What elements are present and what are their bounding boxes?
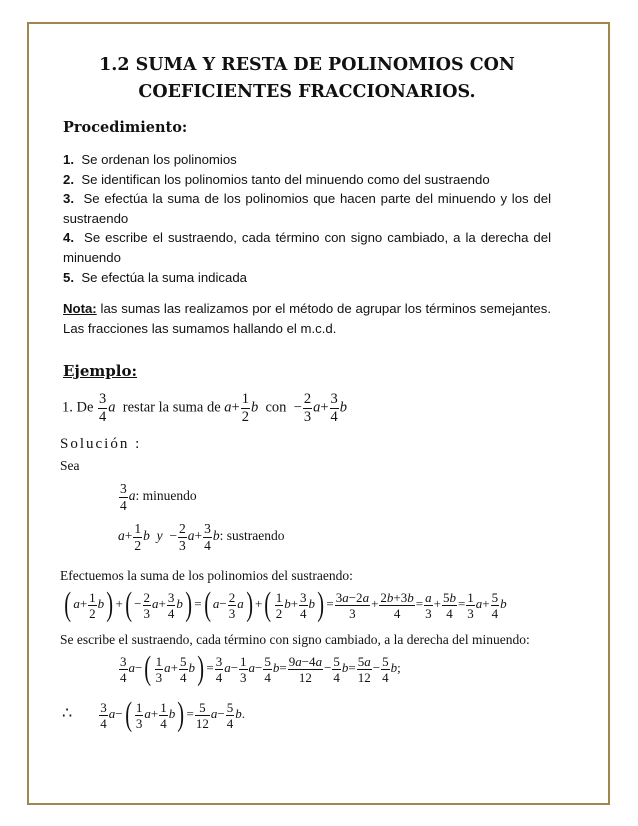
note-label: Nota:: [63, 301, 97, 317]
procedure-steps: [63, 150, 551, 287]
solution-label: Solución :: [60, 436, 142, 452]
title-line-1: 1.2 SUMA Y RESTA DE POLINOMIOS CON: [99, 55, 515, 75]
subtraction-equation: $\frac{3}{4}$ a−( $\frac{1}{3}$ a+ $\frac{5}{4}$ b) = $\frac{3}{4}$ a− $\frac{1}{3}$ a− $\frac{5}{4}$ b= $\frac{9a-4a}{12}$ − $\frac{5}{4}$ b= $\frac{5a}{12}$ − $\frac{5}{4}$ b;: [120, 650, 401, 687]
minuendo-label: : minuendo: [135, 488, 197, 504]
result-equation: ∴ $\frac{3}{4}$ a−( $\frac{1}{3}$ a+ $\frac{1}{4}$ b) = $\frac{5}{12}$ a− $\frac{5}{4}$ b.: [62, 696, 245, 733]
step-number: 2.: [63, 171, 74, 187]
step-item: [63, 228, 551, 267]
sustraendo-label: : sustraendo: [219, 528, 285, 544]
note-paragraph: [63, 299, 551, 338]
step-item: [63, 150, 551, 170]
procedure-heading: Procedimiento:: [63, 119, 188, 136]
step-write-text: Se escribe el sustraendo, cada término con signo cambiado, a la derecha del minuendo:: [60, 632, 530, 647]
problem-statement: 1. De $\frac{3}{4}$ a restar la suma de a+ $\frac{1}{2}$ b con − $\frac{2}{3}$ a+ $\frac{3}{4}$ b: [62, 391, 348, 425]
note-text: las sumas las realizamos por el método de agrupar los términos semejantes. Las fracciones las sumamos hallando el m.c.d.: [63, 301, 551, 336]
document-body: [63, 52, 551, 380]
step-text: Se escribe el sustraendo, cada término con signo cambiado, a la derecha del minuendo: [63, 230, 552, 265]
step-sum-text: Efectuemos la suma de los polinomios del sustraendo:: [60, 568, 353, 583]
step-item: [63, 170, 551, 190]
step-item: [63, 268, 551, 288]
problem-text: restar la suma de: [122, 399, 221, 416]
page-title: [63, 52, 551, 106]
step-number: 3.: [63, 191, 74, 207]
step-number: 5.: [63, 269, 74, 285]
minuendo-line: $\frac{3}{4}$ a: minuendo: [120, 481, 197, 513]
step-item: [63, 189, 551, 228]
step-text: Se identifican los polinomios tanto del minuendo como del sustraendo: [81, 171, 490, 187]
problem-con: con: [265, 399, 287, 416]
problem-prefix: 1. De: [62, 399, 94, 416]
therefore-symbol: ∴: [62, 704, 73, 722]
sea-label: Sea: [60, 458, 80, 473]
step-number: 1.: [63, 152, 74, 167]
sum-equation: ( a+ $\frac{1}{2}$ b) +( − $\frac{2}{3}$ a+ $\frac{3}{4}$ b) =( a− $\frac{2}{3}$ a) +( $\frac{1}{2}$ b+ $\frac{3}{4}$ b) = $\frac{3a-2a}{3}$ + $\frac{2b+3b}{4}$ = $\frac{a}{3}$ + $\frac{5b}{4}$ = $\frac{1}{3}$ a+ $\frac{5}{4}$ b: [64, 586, 507, 623]
step-number: 4.: [63, 230, 74, 246]
step-text: Se efectúa la suma de los polinomios que hacen parte del minuendo y los del sustraendo: [63, 191, 551, 226]
example-heading: Ejemplo:: [63, 362, 138, 381]
title-line-2: COEFICIENTES FRACCIONARIOS.: [138, 82, 476, 102]
step-text: Se efectúa la suma indicada: [81, 269, 248, 285]
sustraendo-line: a+ $\frac{1}{2}$ b y − $\frac{2}{3}$ a+ $\frac{3}{4}$ b: sustraendo: [118, 521, 285, 553]
step-text: Se ordenan los polinomios: [81, 152, 237, 167]
example-math-block: [60, 392, 580, 792]
